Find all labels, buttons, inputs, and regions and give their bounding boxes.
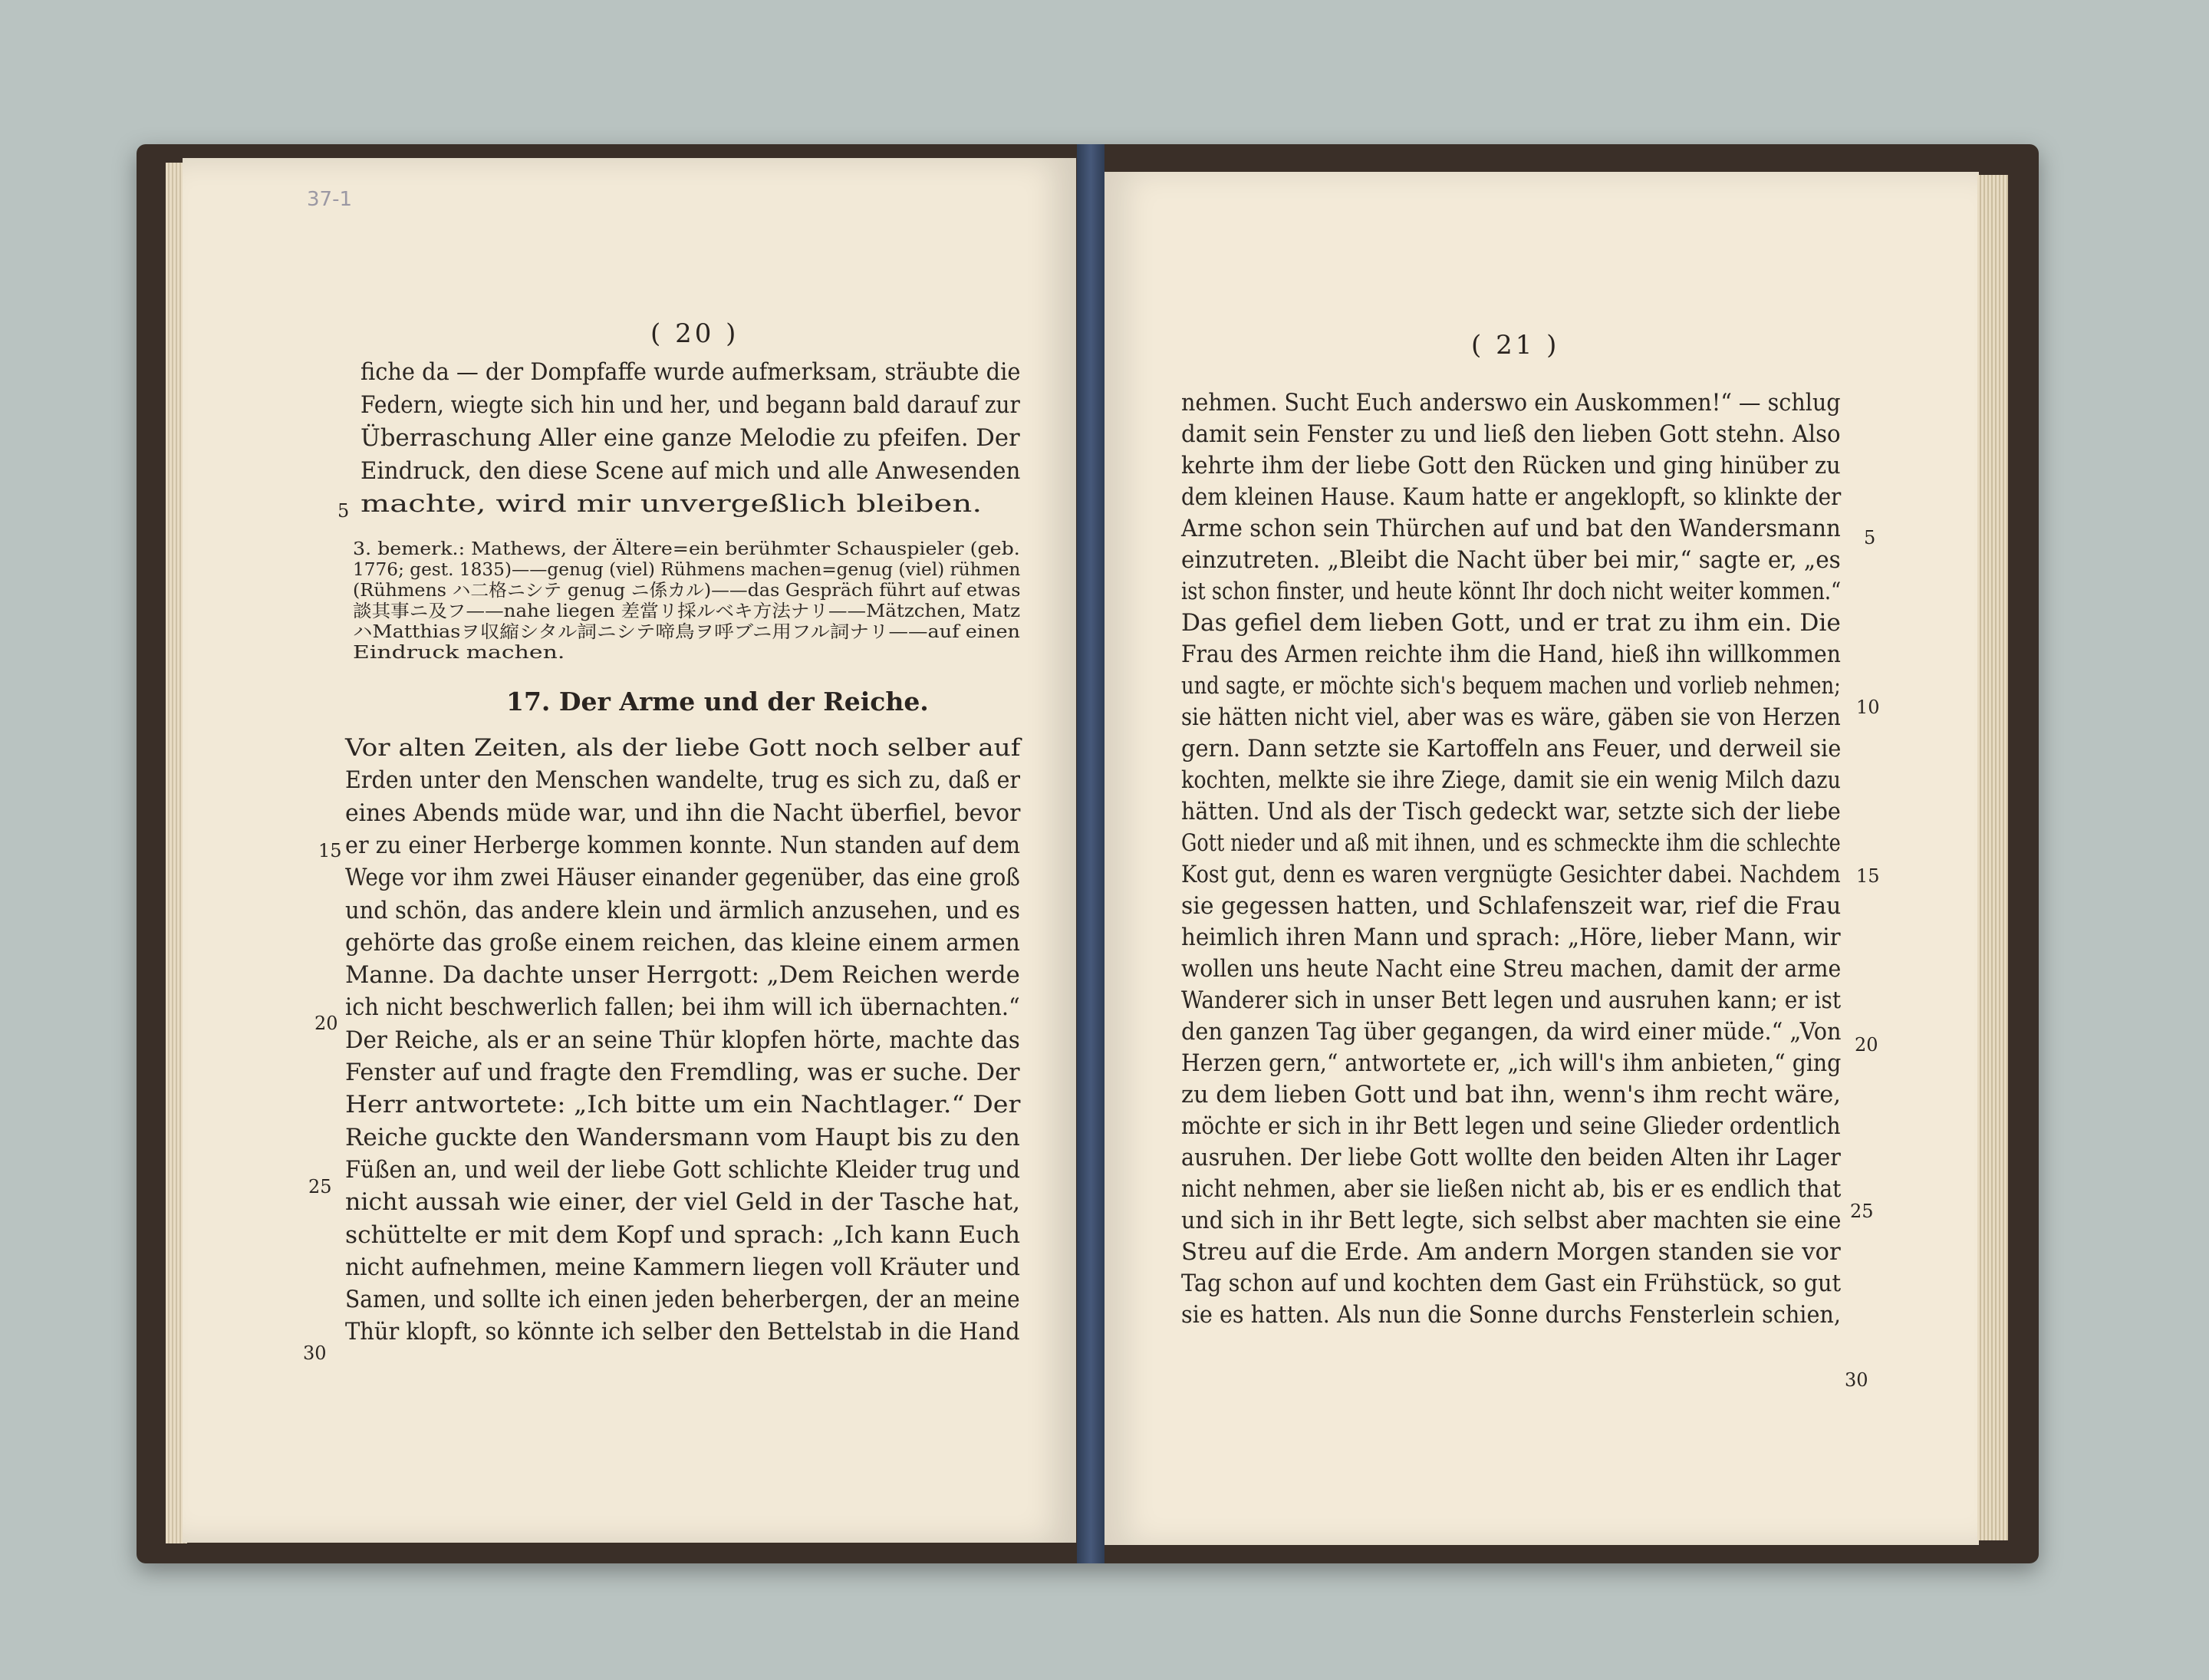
text-line: (Rühmens ハ二格ニシテ genug ニ係カル)——das Gespräch führt auf etwas	[353, 581, 1021, 601]
pencil-note-top-left: 37-1	[307, 188, 353, 211]
text-line: Vor alten Zeiten, als der liebe Gott noch selber auf	[345, 734, 1021, 762]
text-line: ハMatthiasヲ収縮シタル詞ニシテ啼鳥ヲ呼ブニ用フル詞ナリ——auf einen	[353, 622, 1020, 642]
text-line: Tag schon auf und kochten dem Gast ein Frühstück, so gut	[1181, 1270, 1842, 1297]
text-line: Wanderer sich in unser Bett legen und ausruhen kann; er ist	[1181, 987, 1842, 1014]
text-line: ausruhen. Der liebe Gott wollte den beiden Alten ihr Lager	[1181, 1144, 1841, 1171]
text-line: dem kleinen Hause. Kaum hatte er angeklopft, so klinkte der	[1181, 483, 1842, 511]
line-number: 20	[1855, 1034, 1878, 1056]
text-line: sie es hatten. Als nun die Sonne durchs Fensterlein schien,	[1181, 1301, 1841, 1329]
story-heading: 17. Der Arme und der Reiche.	[506, 687, 929, 716]
text-line: 1776; gest. 1835)——genug (viel) Rühmens machen=genug (viel) rühmen	[353, 560, 1021, 580]
text-line: fiche da — der Dompfaffe wurde aufmerksam, sträubte die	[360, 358, 1021, 386]
line-number: 30	[303, 1342, 327, 1364]
text-line: wollen uns heute Nacht eine Streu machen, damit der arme	[1181, 955, 1842, 983]
text-line: und schön, das andere klein und ärmlich anzusehen, und es	[345, 896, 1020, 924]
text-line: Kost gut, denn es waren vergnügte Gesichter dabei. Nachdem	[1181, 861, 1841, 888]
right-page-edges	[1977, 175, 2008, 1540]
right-page	[1104, 172, 1979, 1545]
text-line: ich nicht beschwerlich fallen; bei ihm will ich übernachten.“	[345, 993, 1020, 1022]
text-line: Erden unter den Menschen wandelte, trug es sich zu, daß er	[345, 766, 1021, 795]
text-line: er zu einer Herberge kommen konnte. Nun standen auf dem	[345, 831, 1021, 859]
text-line: kochten, melkte sie ihre Ziege, damit sie ein wenig Milch dazu	[1181, 766, 1841, 794]
right-page-number: ( 21 )	[1471, 330, 1560, 361]
line-number: 20	[314, 1013, 338, 1034]
text-line: Fenster auf und fragte den Fremdling, was er suche. Der	[345, 1059, 1020, 1086]
text-line: und sich in ihr Bett legte, sich selbst aber machten sie eine	[1181, 1207, 1842, 1234]
text-line: hätten. Und als der Tisch gedeckt war, setzte sich der liebe	[1181, 798, 1841, 825]
text-line: nehmen. Sucht Euch anderswo ein Auskommen!“ — schlug	[1181, 389, 1841, 417]
line-number: 5	[1864, 527, 1876, 548]
text-line: Der Reiche, als er an seine Thür klopfen hörte, machte das	[345, 1026, 1020, 1054]
text-line: kehrte ihm der liebe Gott den Rücken und ging hinüber zu	[1181, 452, 1841, 479]
book-spine	[1077, 144, 1104, 1563]
text-line: möchte er sich in ihr Bett legen und seine Glieder ordentlich	[1181, 1112, 1841, 1140]
text-line: Manne. Da dachte unser Herrgott: „Dem Reichen werde	[345, 961, 1020, 990]
text-line: Reiche guckte den Wandersmann vom Haupt bis zu den	[345, 1123, 1020, 1151]
text-line: Eindruck, den diese Scene auf mich und alle Anwesenden	[360, 457, 1021, 485]
text-line: Herzen gern,“ antwortete er, „ich will's ihm anbieten,“ ging	[1181, 1049, 1842, 1077]
text-line: Eindruck machen.	[353, 643, 565, 663]
text-line: Das gefiel dem lieben Gott, und er trat zu ihm ein. Die	[1181, 609, 1841, 637]
text-line: und sagte, er möchte sich's bequem machen und vorlieb nehmen;	[1181, 672, 1841, 700]
text-line: 談其事ニ及フ——nahe liegen 差當リ採ルベキ方法ナリ——Mätzchen, Matz	[353, 601, 1021, 621]
text-line: Gott nieder und aß mit ihnen, und es schmeckte ihm die schlechte	[1181, 829, 1841, 857]
text-line: Samen, und sollte ich einen jeden beherbergen, der an meine	[345, 1286, 1020, 1314]
line-number: 5	[337, 500, 350, 522]
line-number: 30	[1845, 1369, 1868, 1391]
text-line: einzutreten. „Bleibt die Nacht über bei mir,“ sagte er, „es	[1181, 546, 1841, 574]
line-number: 25	[1850, 1201, 1874, 1222]
text-line: zu dem lieben Gott und bat ihn, wenn's ihm recht wäre,	[1181, 1081, 1841, 1108]
line-number: 15	[1856, 865, 1880, 887]
left-page-number: ( 20 )	[650, 318, 739, 349]
text-line: schüttelte er mit dem Kopf und sprach: „Ich kann Euch	[345, 1220, 1021, 1249]
text-line: Federn, wiegte sich hin und her, und begann bald darauf zur	[360, 391, 1020, 419]
text-line: Wege vor ihm zwei Häuser einander gegenüber, das eine groß	[345, 864, 1020, 892]
text-line: Füßen an, und weil der liebe Gott schlichte Kleider trug und	[345, 1155, 1020, 1184]
text-line: machte, wird mir unvergeßlich bleiben.	[360, 490, 983, 518]
text-line: heimlich ihren Mann und sprach: „Höre, lieber Mann, wir	[1181, 924, 1841, 951]
text-line: Frau des Armen reichte ihm die Hand, hieß ihn willkommen	[1181, 641, 1841, 668]
text-line: ist schon finster, und heute könnt Ihr doch nicht weiter kommen.“	[1181, 578, 1842, 605]
text-line: sie gegessen hatten, und Schlafenszeit war, rief die Frau	[1181, 892, 1842, 920]
text-line: Streu auf die Erde. Am andern Morgen standen sie vor	[1181, 1238, 1841, 1266]
text-line: Arme schon sein Thürchen auf und bat den Wandersmann	[1181, 515, 1841, 542]
text-line: gern. Dann setzte sie Kartoffeln ans Feuer, und derweil sie	[1181, 735, 1842, 763]
text-line: gehörte das große einem reichen, das kleine einem armen	[345, 928, 1020, 957]
text-line: den ganzen Tag über gegangen, da wird einer müde.“ „Von	[1181, 1018, 1842, 1046]
text-line: 3. bemerk.: Mathews, der Ältere=ein berühmter Schauspieler (geb.	[353, 539, 1020, 559]
line-number: 25	[308, 1176, 332, 1197]
text-line: nicht aussah wie einer, der viel Geld in der Tasche hat,	[345, 1188, 1021, 1217]
text-line: nicht aufnehmen, meine Kammern liegen voll Kräuter und	[345, 1253, 1021, 1281]
text-line: Überraschung Aller eine ganze Melodie zu pfeifen. Der	[360, 424, 1020, 452]
line-number: 15	[318, 840, 342, 861]
text-line: nicht nehmen, aber sie ließen nicht ab, bis er es endlich that	[1181, 1175, 1842, 1203]
text-line: Herr antwortete: „Ich bitte um ein Nachtlager.“ Der	[345, 1091, 1021, 1119]
text-line: eines Abends müde war, und ihn die Nacht überfiel, bevor	[345, 799, 1021, 827]
text-line: sie hätten nicht viel, aber was es wäre, gäben sie von Herzen	[1181, 703, 1841, 731]
line-number: 10	[1856, 697, 1880, 718]
text-line: damit sein Fenster zu und ließ den lieben Gott stehn. Also	[1181, 420, 1841, 448]
text-line: Thür klopft, so könnte ich selber den Bettelstab in die Hand	[345, 1318, 1020, 1346]
